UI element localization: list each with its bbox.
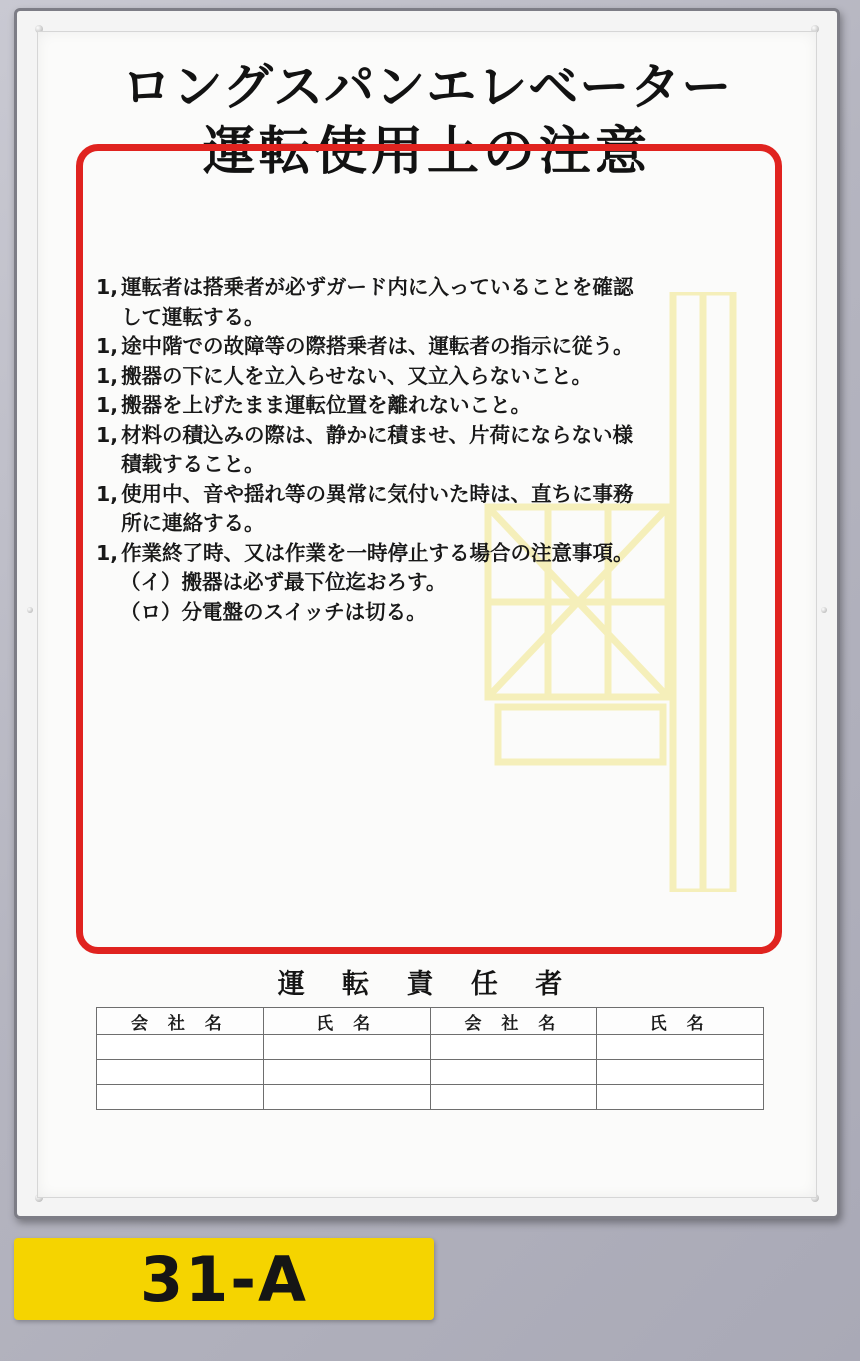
table-cell: [430, 1060, 597, 1085]
rule-item: [96, 277, 764, 327]
rule-item: [96, 422, 764, 476]
column-header-name-2: 氏 名: [597, 1008, 764, 1035]
rule-text: 使用中、音や揺れ等の異常に気付いた時は、直ちに事務 所に連絡する。: [121, 481, 634, 535]
rule-text: 運転者は搭乗者が必ずガード内に入っていることを確認 して運転する。: [121, 275, 634, 329]
rule-item: [96, 363, 764, 388]
table-cell: [263, 1060, 430, 1085]
rule-text: 途中階での故障等の際搭乗者は、運転者の指示に従う。: [121, 334, 634, 358]
sign-title-line-2: 運転使用上の注意: [202, 122, 651, 182]
table-row: [97, 1085, 764, 1110]
rule-item: [96, 395, 764, 416]
table-cell: [597, 1085, 764, 1110]
rule-text: 作業終了時、又は作業を一時停止する場合の注意事項。: [121, 540, 634, 565]
sub-rule-item: （ロ）分電盤のスイッチは切る。: [120, 599, 427, 624]
rule-text: 搬器の下に人を立入らせない、又立入らないこと。: [121, 363, 592, 388]
table-cell: [597, 1035, 764, 1060]
table-cell: [263, 1085, 430, 1110]
product-code-badge: [14, 1238, 434, 1320]
rule-marker: 1,: [96, 540, 119, 565]
column-header-company-2: 会 社 名: [430, 1008, 597, 1035]
rule-marker: 1,: [96, 422, 119, 447]
table-cell: [430, 1035, 597, 1060]
rules-list: [96, 277, 764, 631]
table-row: [97, 1035, 764, 1060]
rule-item: [96, 481, 764, 535]
table-cell: [263, 1035, 430, 1060]
rule-marker: 1,: [96, 334, 119, 358]
column-header-company-1: 会 社 名: [97, 1008, 264, 1035]
rule-item: [96, 540, 764, 565]
safety-sign-board: [14, 8, 840, 1219]
rule-text: 材料の積込みの際は、静かに積ませ、片荷にならない様 積载すること。: [121, 422, 633, 476]
table-cell: [97, 1060, 264, 1085]
rule-marker: 1,: [96, 363, 119, 388]
table-cell: [97, 1085, 264, 1110]
screw-hole-icon: [821, 607, 827, 613]
screw-hole-icon: [27, 607, 33, 613]
column-header-name-1: 氏 名: [263, 1008, 430, 1035]
rule-item: [96, 336, 764, 357]
rule-marker: 1,: [96, 275, 119, 299]
rule-marker: 1,: [96, 481, 119, 506]
rule-marker: 1,: [96, 393, 119, 417]
responsible-person-table: [96, 1007, 764, 1110]
sign-face: [37, 31, 817, 1198]
table-cell: [430, 1085, 597, 1110]
responsible-person-heading: 運 転 責 任 者: [277, 969, 577, 1000]
table-row: [97, 1060, 764, 1085]
product-code-label: 31-A: [140, 1242, 308, 1316]
table-cell: [597, 1060, 764, 1085]
table-cell: [97, 1035, 264, 1060]
table-header-row: [97, 1008, 764, 1035]
rule-text: 搬器を上げたまま運転位置を離れないこと。: [121, 393, 532, 417]
sub-rule-item: （イ）搬器は必ず最下位迄おろす。: [120, 570, 447, 594]
sign-title-line-1: ロングスパンエレベーター: [121, 58, 733, 116]
